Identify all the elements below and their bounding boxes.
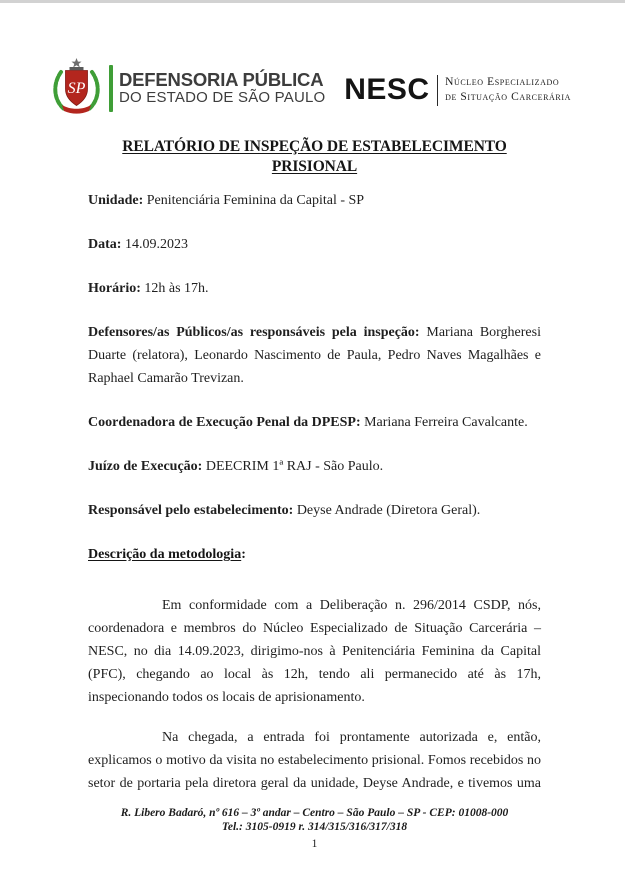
viewer-top-edge bbox=[0, 0, 625, 3]
field-responsavel bbox=[88, 499, 541, 522]
field-coordenadora-value: Mariana Ferreira Cavalcante. bbox=[364, 415, 528, 430]
nesc-name-line2: de Situação Carcerária bbox=[445, 91, 571, 103]
field-juizo-label: Juízo de Execução: bbox=[88, 459, 203, 474]
dpesp-green-divider bbox=[109, 65, 113, 112]
report-title: RELATÓRIO DE INSPEÇÃO DE ESTABELECIMENTO PRISIONAL bbox=[122, 138, 507, 175]
field-defensores-label: Defensores/as Públicos/as responsáveis pela inspeção: bbox=[88, 325, 420, 340]
section-heading-metodologia bbox=[88, 543, 541, 566]
sp-coat-of-arms-icon bbox=[50, 57, 103, 119]
footer-phone: Tel.: 3105-0919 r. 314/315/316/317/318 bbox=[221, 821, 408, 833]
field-defensores bbox=[88, 321, 541, 390]
nesc-divider bbox=[437, 75, 439, 106]
dpesp-wordmark bbox=[119, 70, 325, 106]
field-horario bbox=[88, 277, 541, 300]
nesc-logo bbox=[344, 75, 571, 106]
field-responsavel-value: Deyse Andrade (Diretora Geral). bbox=[296, 503, 481, 518]
page-footer bbox=[88, 806, 541, 851]
field-juizo-value: DEECRIM 1ª RAJ - São Paulo. bbox=[205, 459, 384, 474]
dpesp-logo bbox=[50, 57, 325, 119]
dpesp-name-line1: DEFENSORIA PÚBLICA bbox=[119, 68, 324, 90]
field-horario-value: 12h às 17h. bbox=[144, 281, 209, 296]
section-heading-colon: : bbox=[241, 547, 246, 562]
nesc-wordmark bbox=[445, 75, 571, 105]
footer-address: R. Libero Badaró, nº 616 – 3º andar – Centro – São Paulo – SP - CEP: 01008-000 bbox=[120, 807, 509, 819]
nesc-name-line1: Núcleo Especializado bbox=[445, 76, 560, 89]
dpesp-name-line2: DO ESTADO DE SÃO PAULO bbox=[119, 88, 326, 106]
field-unidade-label: Unidade: bbox=[88, 193, 144, 208]
section-heading-text: Descrição da metodologia bbox=[88, 547, 242, 562]
field-coordenadora-label: Coordenadora de Execução Penal da DPESP: bbox=[88, 415, 361, 430]
field-unidade-value: Penitenciária Feminina da Capital - SP bbox=[146, 193, 365, 208]
page-header bbox=[50, 57, 571, 119]
field-coordenadora bbox=[88, 411, 541, 434]
field-defensores-value: Mariana Borgheresi Duarte (relatora), Leonardo Nascimento de Paula, Pedro Naves Magalhães e Raphael Camarão Trevizan. bbox=[88, 325, 541, 386]
page-number: 1 bbox=[311, 838, 318, 850]
field-responsavel-label: Responsável pelo estabelecimento: bbox=[88, 503, 294, 518]
field-unidade bbox=[88, 189, 541, 212]
field-data-value: 14.09.2023 bbox=[124, 237, 188, 252]
report-body bbox=[88, 137, 541, 812]
field-data bbox=[88, 233, 541, 256]
paragraph-metodologia-2: Na chegada, a entrada foi prontamente autorizada e, então, explicamos o motivo da visita no estabelecimento prisional. Fomos recebidos no setor de portaria pela diretora geral da unidade, Deyse Andrade, e tivemos uma bbox=[88, 730, 541, 791]
paragraph-metodologia-1: Em conformidade com a Deliberação n. 296/2014 CSDP, nós, coordenadora e membros do Núcleo Especializado de Situação Carcerária – NESC, no dia 14.09.2023, dirigimo-nos à Penitenciária Feminina da Capital (PFC), chegando ao local às 12h, tendo ali permanecido até às 17h, inspecionando todos os locais de aprisionamento. bbox=[88, 598, 541, 705]
field-horario-label: Horário: bbox=[88, 281, 141, 296]
field-data-label: Data: bbox=[88, 237, 122, 252]
nesc-acronym: NESC bbox=[344, 73, 430, 106]
svg-text:SP: SP bbox=[67, 80, 86, 97]
field-juizo bbox=[88, 455, 541, 478]
